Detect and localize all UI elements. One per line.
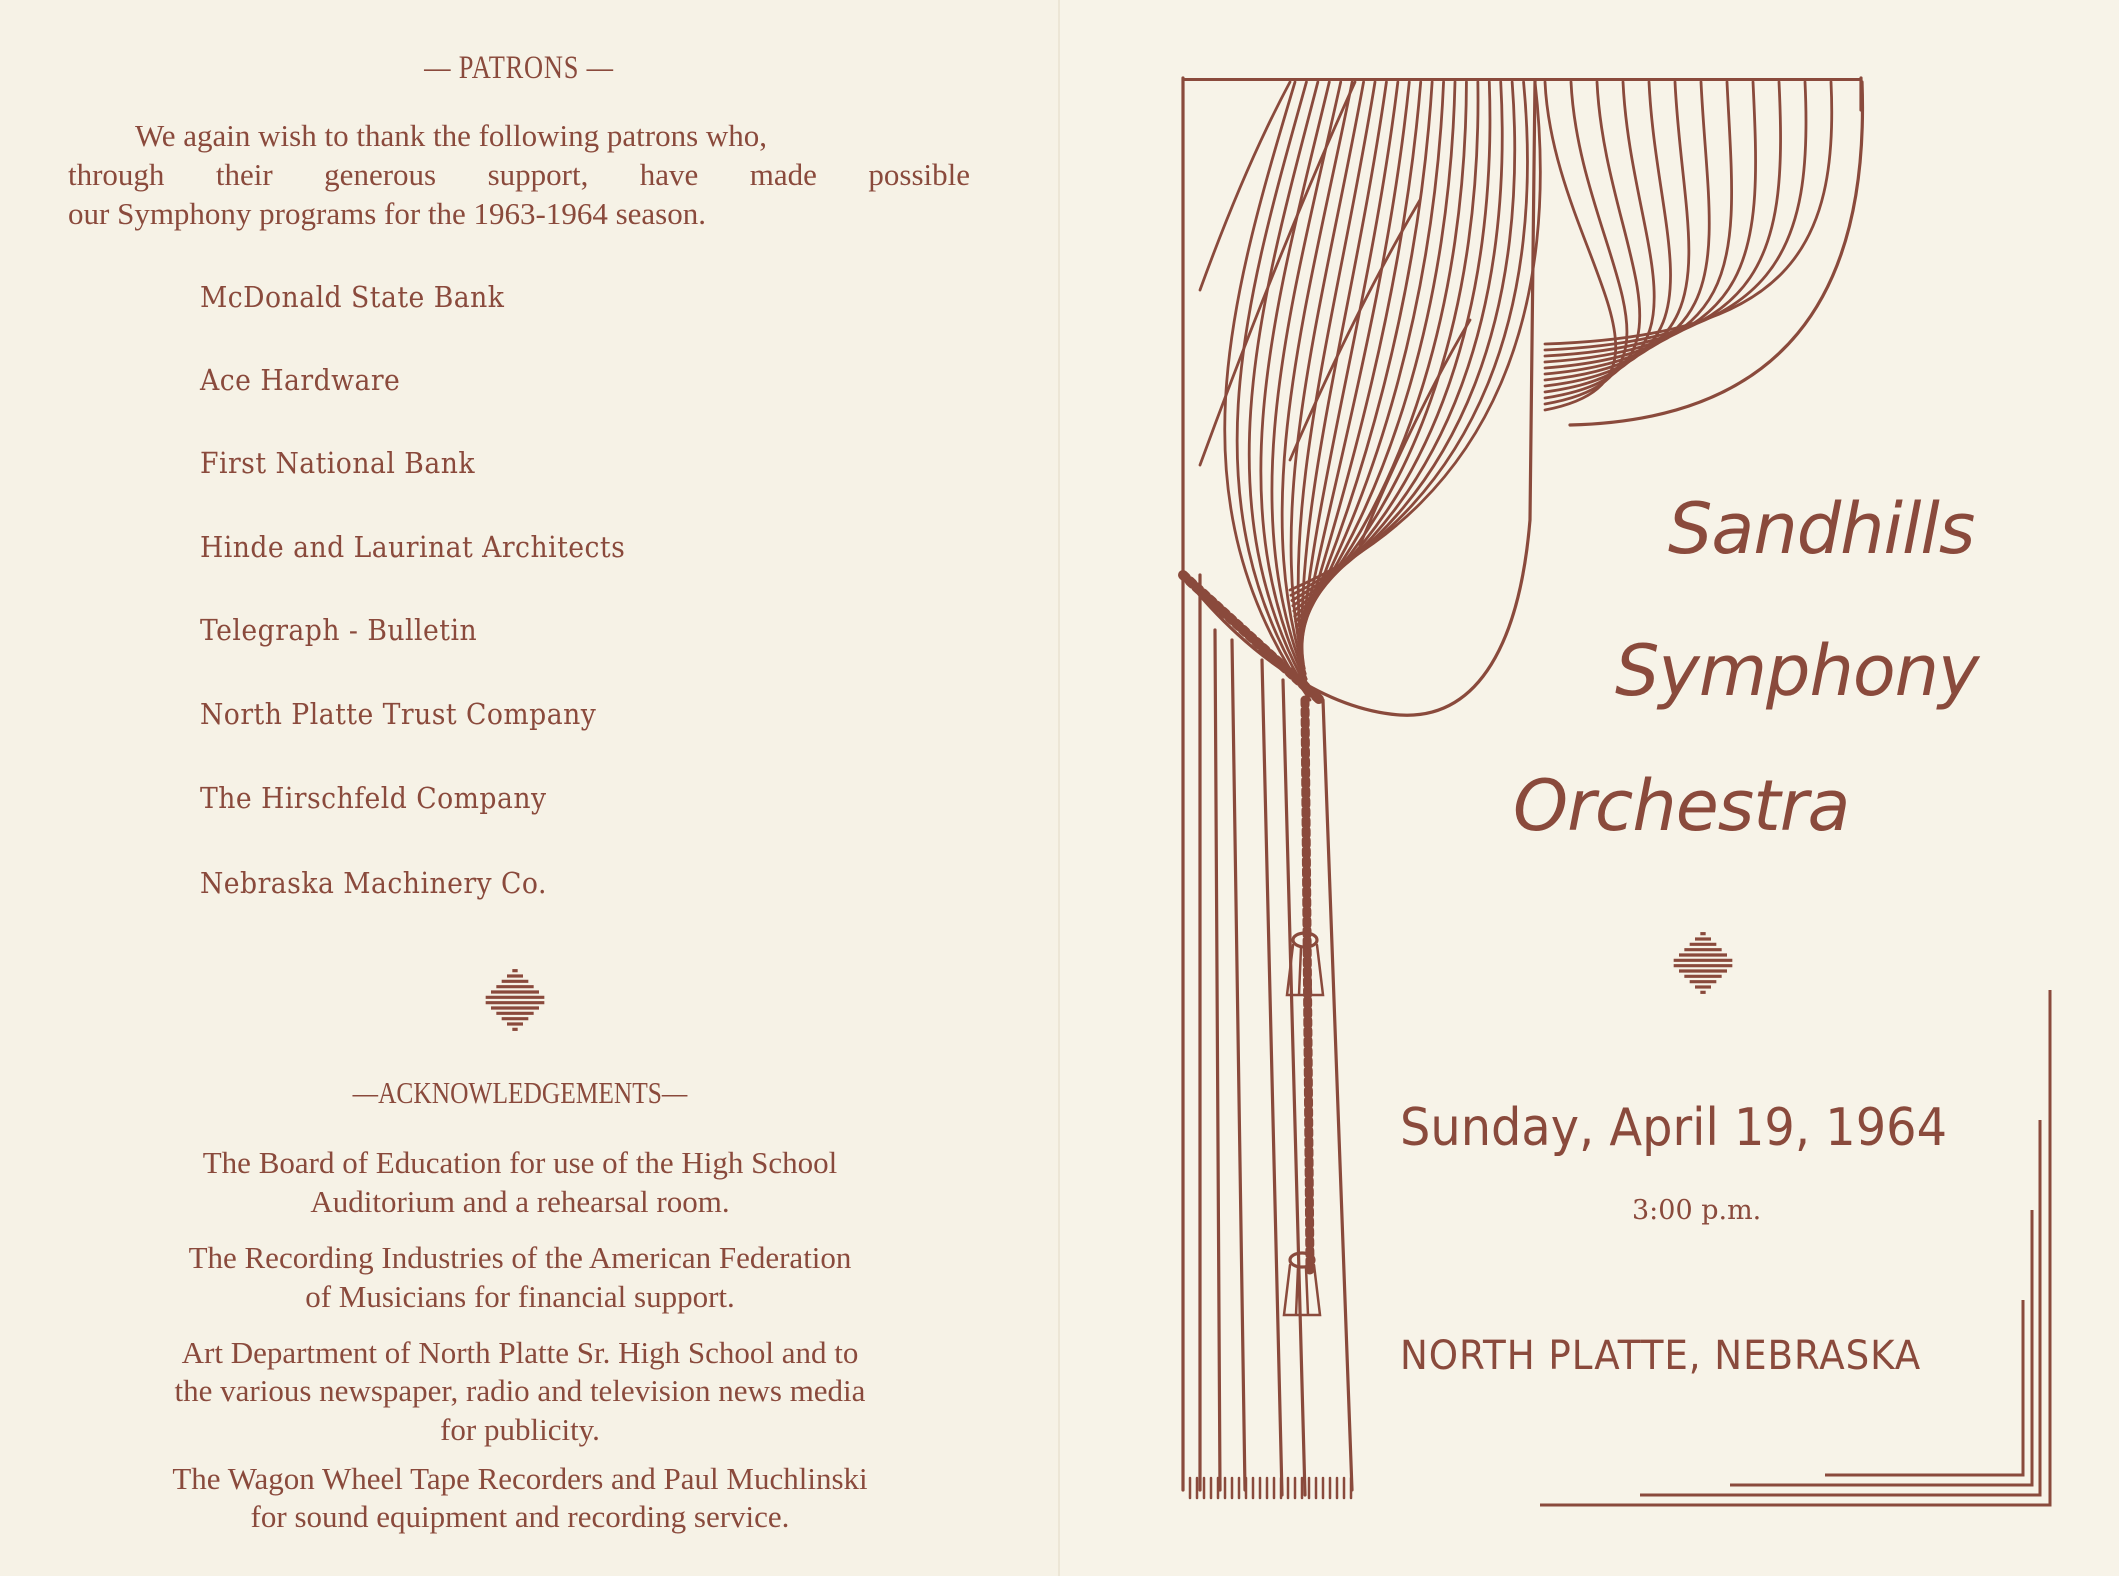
curtain-fold	[1545, 82, 1832, 344]
curtain-drape-line	[1262, 660, 1282, 1495]
patron-item: Nebraska Machinery Co.	[200, 866, 547, 900]
patron-item: Ace Hardware	[200, 363, 401, 397]
tassel-cord	[1305, 700, 1310, 1270]
acknowledgement-line: Auditorium and a rehearsal room.	[310, 1184, 730, 1219]
patron-item: McDonald State Bank	[200, 280, 505, 314]
curtain-drape-line	[1323, 700, 1352, 1490]
patrons-heading: — PATRONS —	[424, 50, 614, 86]
concert-time: 3:00 p.m.	[1632, 1195, 1762, 1226]
title-symphony: Symphony	[1615, 630, 1979, 712]
title-sandhills: Sandhills	[1668, 488, 1975, 570]
title-orchestra: Orchestra	[1513, 765, 1850, 847]
acknowledgement-line: The Recording Industries of the American Federation	[188, 1240, 852, 1275]
bracket-line	[1825, 1300, 2023, 1475]
bracket-line	[1540, 990, 2050, 1505]
acknowledgement-line: of Musicians for financial support.	[305, 1279, 735, 1314]
diamond-ornament-right-icon	[1674, 934, 1733, 993]
patrons-intro-line-1: We again wish to thank the following patrons who,	[135, 118, 768, 153]
acknowledgement-line: Art Department of North Platte Sr. High School and to	[181, 1335, 859, 1370]
patron-item: First National Bank	[200, 446, 475, 480]
acknowledgement-line: The Wagon Wheel Tape Recorders and Paul Muchlinski	[172, 1461, 868, 1496]
curtain-frame-top	[1182, 78, 1862, 81]
curtain-drape-line	[1215, 630, 1220, 1490]
corner-bracket	[1540, 990, 2050, 1505]
acknowledgement-line: The Board of Education for use of the High School	[202, 1145, 838, 1180]
patron-item: The Hirschfeld Company	[200, 781, 547, 815]
patron-item: Telegraph - Bulletin	[200, 613, 478, 647]
curtain-fold	[1545, 82, 1806, 350]
patron-item: North Platte Trust Company	[200, 697, 597, 731]
acknowledgement-line: the various newspaper, radio and television news media	[174, 1373, 866, 1408]
curtain-fold	[1545, 82, 1781, 356]
concert-date: Sunday, April 19, 1964	[1400, 1098, 1948, 1158]
diamond-ornament-left-icon	[486, 971, 545, 1030]
acknowledgement-line: for sound equipment and recording service.	[250, 1499, 790, 1534]
acknowledgement-line: for publicity.	[440, 1412, 600, 1447]
tassel-fringe	[1284, 1265, 1320, 1315]
patrons-intro-line-2: through their generous support, have made possible	[68, 157, 970, 192]
patron-item: Hinde and Laurinat Architects	[200, 530, 626, 564]
concert-location: NORTH PLATTE, NEBRASKA	[1400, 1333, 1922, 1379]
acknowledgements-heading: —ACKNOWLEDGEMENTS—	[352, 1075, 688, 1110]
patrons-intro-line-3: our Symphony programs for the 1963-1964 season.	[68, 196, 706, 231]
bracket-line	[1640, 1120, 2040, 1495]
curtain-drape-line	[1232, 640, 1245, 1490]
